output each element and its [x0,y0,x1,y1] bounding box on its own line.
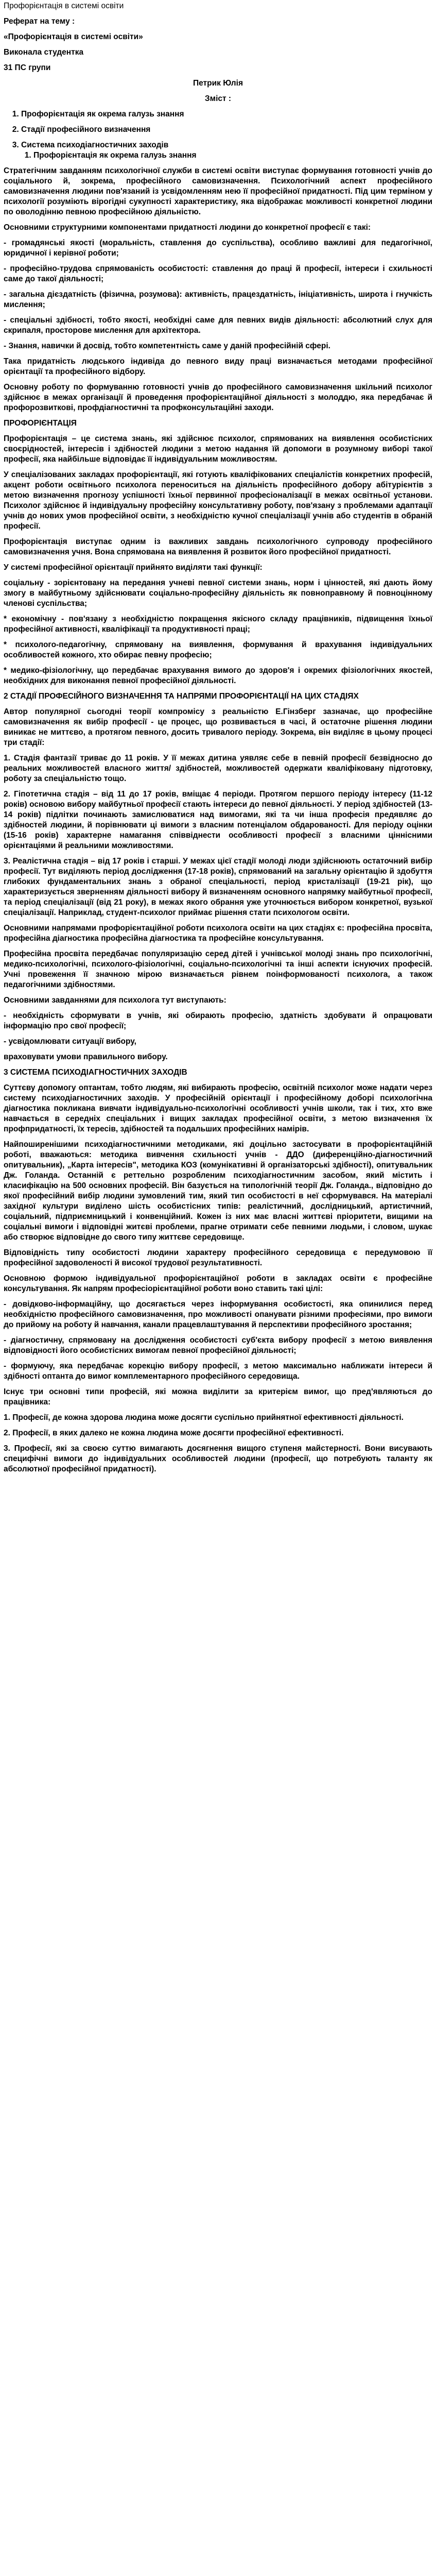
paragraph: - усвідомлювати ситуації вибору, [4,1037,136,1046]
paragraph: Така придатність людського індивіда до певного виду праці визначається методами професійної орієнтації та професійного відбору. [4,357,432,376]
paragraph: Основними напрямами профорієнтаційної роботи психолога освіти на цих стадіях є: професійна просвіта, професійна діагностика професійна діагностика та професійне консультування. [4,924,432,943]
paragraph: Стратегічним завданням психологічної служби в системі освіти виступає формування готовності учнів до соціального й, зокрема, професійного самовизначення. Психологічний аспект професійного самовизначення людини пов'язаний із усвідомленням нею її професійної придатності. Під цим терміном у психології розуміють вірогідні сукупності характеристику, яка відображає можливості конкретної людини по оволодінню певною професійною діяльністю. [4,166,432,216]
paragraph: - довідково-інформаційну, що досягається через інформування особистості, яка опинилися перед необхідністю професійного самовизначення, про можливості опанувати різними професіями, про вимоги до прийому на роботу й навчання, канали працевлаштування й перспективи професійного зростання; [4,1300,432,1329]
paragraph: У спеціалізованих закладах профорієнтації, які готують кваліфікованих спеціалістів конкретних професій, акцент роботи освітнього психолога переноситься на діяльність професійного добору абітурієнтів з метою визначення прогнозу успішності їхньої первинної професіоналізації в межах освітньої установи. Психолог здійснює й індивідуальну професійну консультативну роботу, пов'язану з проблемами адаптації учнів до нових умов професійної освіти, з необхідністю кучної спеціалізації учнів або студентів в обраній професії. [4,470,432,531]
paragraph: враховувати умови правильного вибору. [4,1053,168,1061]
paragraph: * медико-фізіологічну, що передбачає врахування вимого до здоров'я і окремих фізіологічних якостей, необхідних для виконання певної професійної діяльності. [4,666,432,685]
paragraph: - професійно-трудова спрямованість особистості: ставлення до праці й професії, інтереси і схильності саме до такої діяльності; [4,264,432,283]
paragraph: 3. Професії, які за своєю суттю вимагають досягнення вищого ступеня майстерності. Вони висувають специфічні вимоги до індивідуальних особливостей людини (професії, що потребують таланту як абсолютної професійної придатності). [4,1444,432,1473]
paragraph: Основною формою індивідуальної профорієнтаційної роботи в закладах освіти є професійне консультування. Як напрям професіорієнтаційної роботи воно ставить такі цілі: [4,1274,432,1293]
header-line-2: «Профорієнтація в системі освіти» [4,32,143,41]
page-title: Профорієнтація в системі освіти [4,2,124,10]
paragraph: Суттєву допомогу оптантам, тобто людям, які вибирають професію, освітній психолог може надати через систему психодіагностичних заходів. У професійній орієнтації і професійному доборі психологічна діагностика покликана вивчати індивідуально-психологічні особливості учнів школи, так і тих, хто вже навчається в середніх спеціальних і вищих закладах професійної освіти, з метою визначення їх профпридатності, їх тересів, здібностей та подальших професійних намірів. [4,1083,432,1133]
header-line-3: Виконала студентка [4,48,84,57]
paragraph: - Знання, навички й досвід, тобто компетентність саме у даній професійній сфері. [4,342,330,350]
header-line-4: 31 ПС групи [4,63,51,72]
toc-item [21,125,432,135]
section-heading: 3 СИСТЕМА ПСИХОДІАГНОСТИЧНИХ ЗАХОДІВ [4,1068,187,1077]
paragraph: * економічну - пов'язану з необхідністю покращення якісного складу працівників, підвищення їхньої професійної активності, кваліфікації та продуктивності праці; [4,615,432,634]
paragraph: Основними структурними компонентами придатності людини до конкретної професії є такі: [4,223,371,232]
header-line-1: Реферат на тему : [4,17,75,26]
paragraph: - спеціальні здібності, тобто якості, необхідні саме для певних видів діяльності: абсолютний слух для скрипаля, просторове мислення для архітектора. [4,316,432,335]
paragraph: 2. Професії, в яких далеко не кожна людина може досягти професійної ефективності. [4,1429,344,1437]
paragraph: 1. Стадія фантазії триває до 11 років. У її межах дитина уявляє себе в певній професії безвідносно до реальних можливостей власного життя/ здібностей, можливостей одержати кваліфіковану підготовку, роботу за спеціальністю тощо. [4,754,432,783]
paragraph: - діагностичну, спрямовану на дослідження особистості суб'єкта вибору професії з метою виявлення відповідності його особистісних вимогам певної професійної діяльності; [4,1336,432,1355]
toc-subitem [33,150,432,161]
section-heading: 2 СТАДІЇ ПРОФЕСІЙНОГО ВИЗНАЧЕННЯ ТА НАПРЯМИ ПРОФОРІЄНТАЦІЇ НА ЦИХ СТАДІЯХ [4,692,359,701]
paragraph: соціальну - зорієнтовану на передання учневі певної системи знань, норм і цінностей, які дають йому змогу в майбутньому здійснювати соціально-професійну діяльність як повноправному й повноцінному членові суспільства; [4,579,432,608]
paragraph: Професійна просвіта передбачає популяризацію серед дітей і учнівської молоді знань про психологічні, медико-психологічні, психолого-фізіологічні, соціально-психологічні та інші аспекти існуючих професій. Учні провеження її значною мірою визначається рівнем поінформованості психолога, а також педагогічними здібностями. [4,950,432,989]
paragraph: 3. Реалістична стадія – від 17 років і старші. У межах цієї стадії молоді люди здійснюють остаточний вибір професії. Тут виділяють період дослідження (17-18 років), спрямований на загальну орієнтацію й здобуття глибоких фундаментальних знань з обраної спеціальності, період кристалізації (19-21 рік), що характеризується зверненням діяльності вибору й визначенням основного напрямку майбутньої професії, та період спеціалізації (від 21 року), в межах якого обрання уже уточнюється вибором конкретної, вузької спеціалізації. Наприклад, студент-психолог приймає рішення стати психологом освіти. [4,857,432,917]
section-heading: ПРОФОРІЄНТАЦІЯ [4,419,77,428]
paragraph: Існує три основні типи професій, які можна виділити за критерієм вимог, що пред'являються до працівника: [4,1387,432,1406]
paragraph: - формуючу, яка передбачає корекцію вибору професії, з метою максимально наближати інтереси й здібності оптанта до вимог комплементарного професійного середовища. [4,1362,432,1381]
paragraph: * психолого-педагогічну, спрямовану на виявлення, формування й врахування індивідуальних особливостей кожного, хто обирає певну професію; [4,640,432,659]
toc-item-label: Стадії професійного визначення [21,125,151,134]
document-header [4,1,432,104]
toc-sublist [21,150,432,161]
paragraph: Відповідність типу особистості людини характеру професійного середовища є передумовою її професійної задоволеності й високої трудової результативності. [4,1248,432,1267]
toc-item-label: Система психодіагностичних заходів [21,141,169,149]
toc-item [21,140,432,161]
author-name: Петрик Юлія [193,79,243,88]
toc-subitem-label: Профорієнтація як окрема галузь знання [33,151,197,160]
paragraph: 1. Професії, де кожна здорова людина може досягти суспільно прийнятної ефективності діяльності. [4,1413,404,1422]
paragraph: Профорієнтація – це система знань, які здійснює психолог, спрямованих на виявлення особистісних своєрідностей, інтересів і здібностей людини з метою надання їй допомоги в розумному виборі такої професії, яка найбільше відповідає її індивідуальним можливостям. [4,434,432,464]
toc-item-label: Профорієнтація як окрема галузь знання [21,110,184,118]
paragraph: - загальна дієздатність (фізична, розумова): активність, працездатність, ініціативність, широта і гнучкість мислення; [4,290,432,309]
toc-item [21,109,432,120]
table-of-contents [4,109,432,161]
paragraph: У системі професійної орієнтації прийнято виділяти такі функції: [4,563,263,572]
contents-heading: Зміст : [204,94,232,103]
paragraph: Найпоширенішими психодіагностичними методиками, які доцільно застосувати в профорієнтаційній роботі, вважаються: методика вивчення схильності учнів - ДДО (диференційно-діагностичний опитувальник), „Карта інтересів", методика КОЗ (комунікативні й організаторські здібності), опитувальник Дж. Голанда. Останній є реттельно розробленим психодіагностичним засобом, який містить і класифікацію на 500 основних професій. Він базується на типологічній теорії Дж. Голанда., відповідно до якої професійний вибір людини зумовлений тим, який тип особистості в неї сформувався. На матеріалі західної культури виділено шість особистісних типів: реалістичний, дослідницький, артистичний, соціальний, підприємницький і конвенційний. Кожен із них має власні життєві пріоритети, вищими на соціальні вимоги і відповідні житєві проблеми, прагне отримати себе певними людьми, і словом, шукає або створює відповідне до свого типу життєве середовище. [4,1140,432,1242]
paragraph: - громадянські якості (моральність, ставлення до суспільства), особливо важливі для педагогічної, юридичної і керівної роботи; [4,239,432,258]
paragraph: Профорієнтація виступає одним із важливих завдань психологічного супроводу професійного самовизначення учня. Вона спрямована на виявлення й розвиток його професійної придатності. [4,537,432,556]
paragraph: Автор популярної сьогодні теорії компромісу з реальністю Е.Гінзберг зазначає, що професійне самовизначення як вибір професії - це процес, що розвивається в часі, й остаточне рішення людини виникає не миттєво, а протягом певного, досить тривалого періоду. Зокрема, він виділяє в цьому процесі три стадії: [4,707,432,747]
paragraph: Основну роботу по формуванню готовності учнів до професійного самовизначення шкільний психолог здійснює в межах організації й проведення профорієнтаційної діяльності з молоддю, яка передбачає й профорозвиткові, профдіагностичні та профконсультаційні заходи. [4,383,432,412]
paragraph: 2. Гіпотетична стадія – від 11 до 17 років, вміщає 4 періоди. Протягом першого періоду інтересу (11-12 років) основою вибору майбутньої професії стають інтереси до певної діяльності. У період здібностей (13-14 років) підлітки починають замислюватися над вимогами, які та чи інша професія предявляє до здібностей людини, й порівнювати ці вимоги з власним потенціалом обдарованості. Для періоду оцінки (15-16 років) характерне намагання співвіднести особливості професії з власними ціннісними орієнтаціями й реальними можливостями. [4,790,432,850]
paragraph: - необхідність сформувати в учнів, які обирають професію, здатність здобувати й опрацювати інформацію про свої професії; [4,1011,432,1030]
paragraph: Основними завданнями для психолога тут виступають: [4,996,226,1005]
